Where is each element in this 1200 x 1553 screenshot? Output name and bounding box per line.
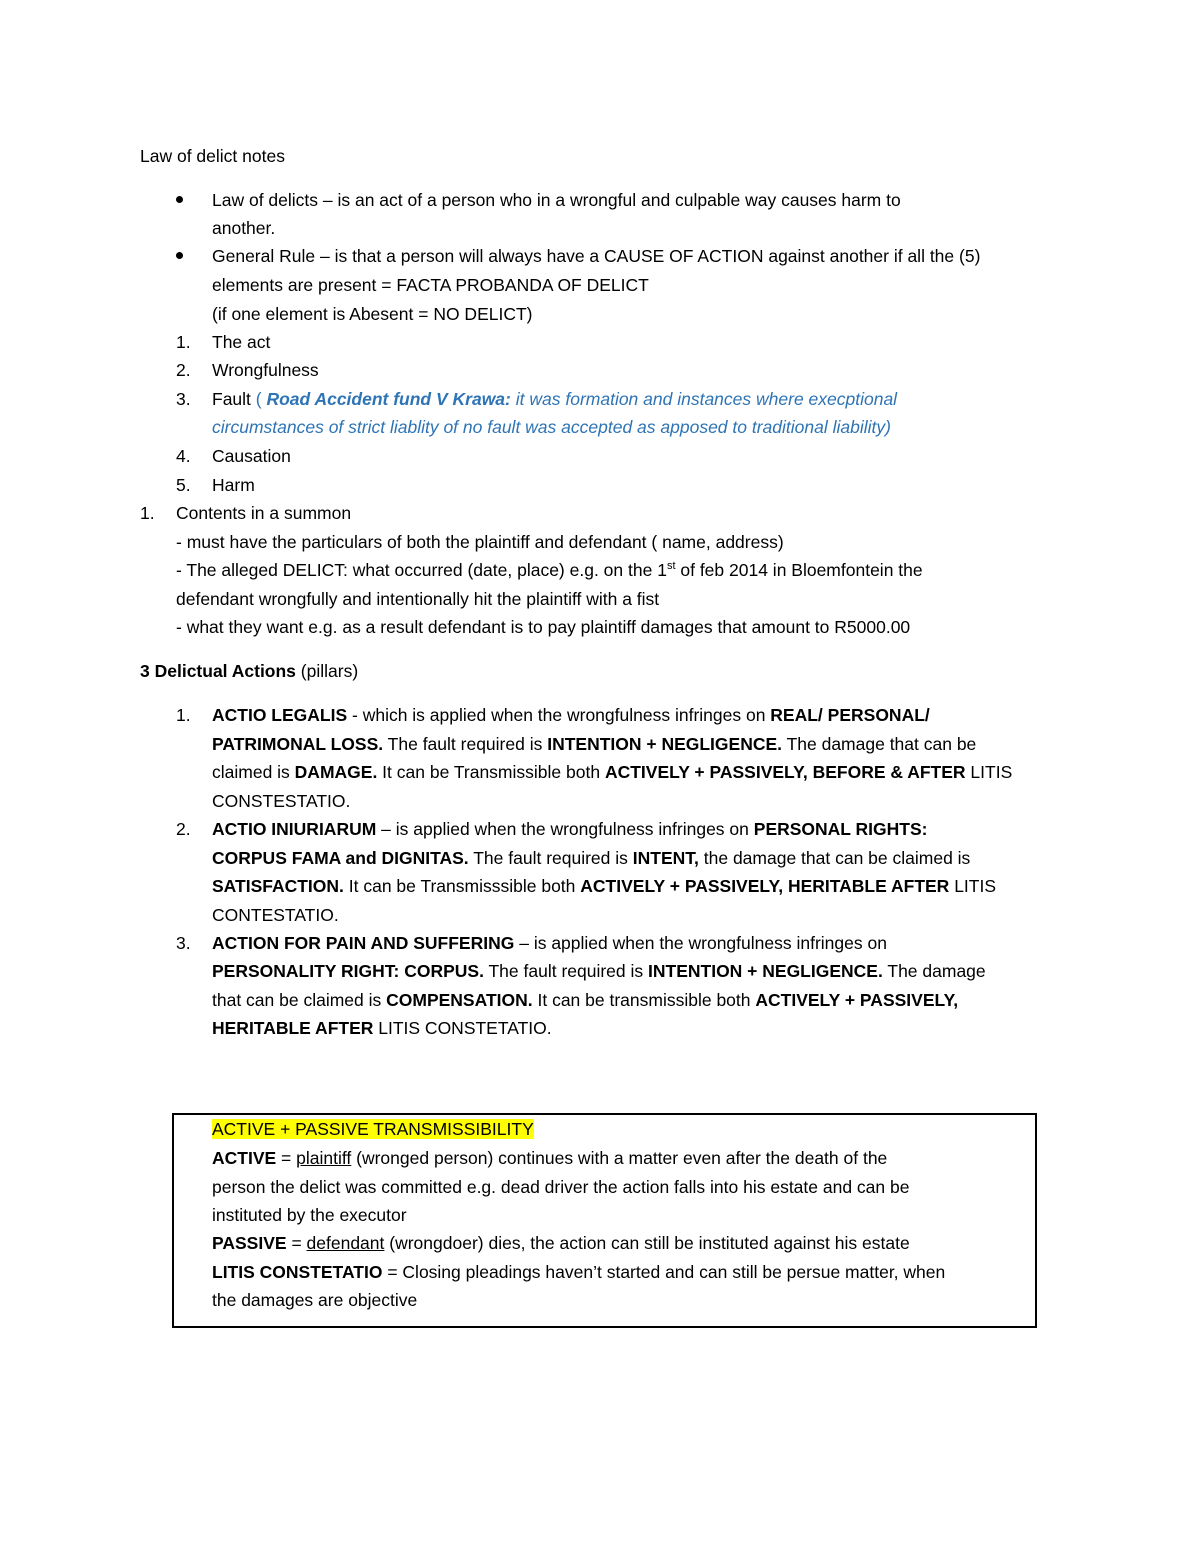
action-line: ACTIO LEGALIS - which is applied when the wrongfulness infringes on REAL/ PERSONAL/ xyxy=(212,705,930,725)
box-line: person the delict was committed e.g. dead driver the action falls into his estate and can be xyxy=(212,1177,910,1197)
box-line: PASSIVE = defendant (wrongdoer) dies, the action can still be instituted against his estate xyxy=(212,1233,910,1253)
list-number: 1. xyxy=(176,705,191,725)
list-number: 5. xyxy=(176,475,191,495)
action-line: CONTESTATIO. xyxy=(212,905,339,925)
summons-line: - must have the particulars of both the plaintiff and defendant ( name, address) xyxy=(176,532,784,552)
list-number: 4. xyxy=(176,446,191,466)
box-line: ACTIVE = plaintiff (wronged person) continues with a matter even after the death of the xyxy=(212,1148,888,1168)
list-number: 1. xyxy=(176,332,191,352)
bullet-line: another. xyxy=(212,218,276,238)
summons-line: - The alleged DELICT: what occurred (date, place) e.g. on the 1st of feb 2014 in Bloemfontein the xyxy=(176,560,923,580)
action-line: claimed is DAMAGE. It can be Transmissible both ACTIVELY + PASSIVELY, BEFORE & AFTER LITIS xyxy=(212,762,1013,782)
action-line: SATISFACTION. It can be Transmisssible both ACTIVELY + PASSIVELY, HERITABLE AFTER LITIS xyxy=(212,876,997,896)
document-title: Law of delict notes xyxy=(140,146,285,166)
list-number: 1. xyxy=(140,503,155,523)
ordinal-suffix: st xyxy=(666,560,676,573)
bullet-dot xyxy=(176,196,183,203)
list-number: 3. xyxy=(176,389,191,409)
action-line: ACTION FOR PAIN AND SUFFERING – is applied when the wrongfulness infringes on xyxy=(212,933,887,953)
bullet-line: elements are present = FACTA PROBANDA OF DELICT xyxy=(212,275,649,295)
bullet-line: General Rule – is that a person will always have a CAUSE OF ACTION against another if all the (5) xyxy=(212,246,981,266)
action-line: CORPUS FAMA and DIGNITAS. The fault required is INTENT, the damage that can be claimed is xyxy=(212,848,971,868)
list-item: Causation xyxy=(212,446,291,466)
summons-heading: Contents in a summon xyxy=(176,503,352,523)
box-line: the damages are objective xyxy=(212,1290,418,1310)
fault-paren: ( xyxy=(255,389,262,409)
list-number: 2. xyxy=(176,360,191,380)
bullet-line: (if one element is Abesent = NO DELICT) xyxy=(212,304,533,324)
action-line: ACTIO INIURIARUM – is applied when the wrongfulness infringes on PERSONAL RIGHTS: xyxy=(212,819,928,839)
case-note-continued: circumstances of strict liablity of no fault was accepted as apposed to traditional liability) xyxy=(212,417,891,437)
list-item: The act xyxy=(212,332,271,352)
list-number: 2. xyxy=(176,819,191,839)
bullet-dot xyxy=(176,252,183,259)
action-line: PATRIMONAL LOSS. The fault required is INTENTION + NEGLIGENCE. The damage that can be xyxy=(212,734,977,754)
action-line: that can be claimed is COMPENSATION. It can be transmissible both ACTIVELY + PASSIVELY, xyxy=(212,990,959,1010)
summons-line: - what they want e.g. as a result defendant is to pay plaintiff damages that amount to R5000.00 xyxy=(176,617,911,637)
box-line: instituted by the executor xyxy=(212,1205,407,1225)
summons-line: defendant wrongfully and intentionally hit the plaintiff with a fist xyxy=(176,589,660,609)
action-line: HERITABLE AFTER LITIS CONSTETATIO. xyxy=(212,1018,552,1038)
action-line: PERSONALITY RIGHT: CORPUS. The fault required is INTENTION + NEGLIGENCE. The damage xyxy=(212,961,986,981)
fault-label: Fault xyxy=(212,389,251,409)
action-line: CONSTESTATIO. xyxy=(212,791,351,811)
case-name: Road Accident fund V Krawa: xyxy=(266,389,511,409)
list-number: 3. xyxy=(176,933,191,953)
bullet-line: Law of delicts – is an act of a person who in a wrongful and culpable way causes harm to xyxy=(212,190,901,210)
section-heading: 3 Delictual Actions (pillars) xyxy=(140,661,359,681)
list-item: Wrongfulness xyxy=(212,360,319,380)
list-item-fault xyxy=(212,387,897,411)
box-line: LITIS CONSTETATIO = Closing pleadings haven’t started and can still be persue matter, when xyxy=(212,1262,946,1282)
list-item: Harm xyxy=(212,475,255,495)
box-heading: ACTIVE + PASSIVE TRANSMISSIBILITY xyxy=(212,1119,534,1139)
case-note: it was formation and instances where execptional xyxy=(515,389,898,409)
